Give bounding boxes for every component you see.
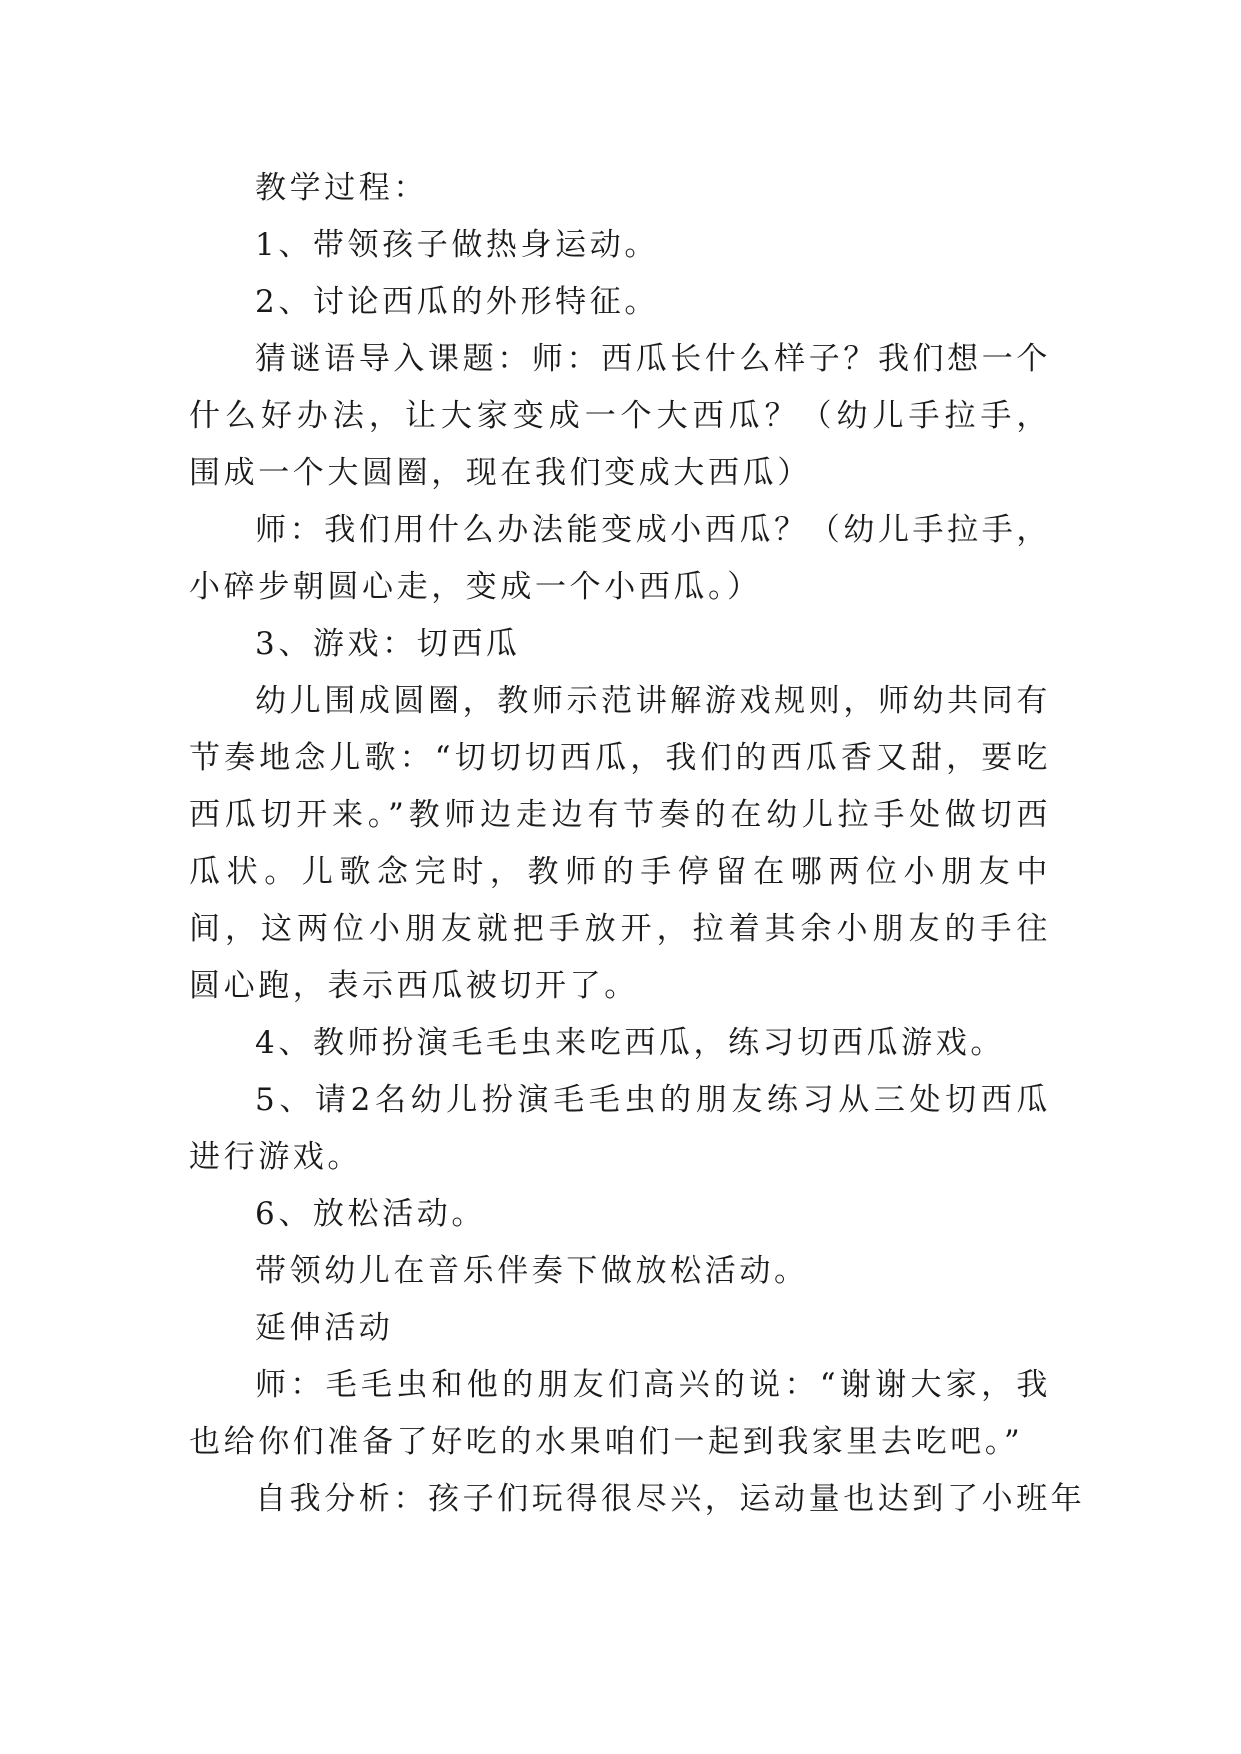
section-heading-teaching-process: 教学过程： <box>255 170 428 206</box>
step-6-paragraph: 6、放松活动。 <box>255 1196 486 1232</box>
self-analysis-paragraph: 自我分析：孩子们玩得很尽兴，运动量也达到了小班年 <box>255 1481 1086 1517</box>
small-watermelon-paragraph: 师：我们用什么办法能变成小西瓜？（幼儿手拉手，小碎步朝圆心走，变成一个小西瓜。） <box>189 512 1051 605</box>
step-2-paragraph: 2、讨论西瓜的外形特征。 <box>255 284 659 320</box>
step-5-paragraph: 5、请2名幼儿扮演毛毛虫的朋友练习从三处切西瓜进行游戏。 <box>189 1082 1051 1175</box>
relax-activity-paragraph: 带领幼儿在音乐伴奏下做放松活动。 <box>255 1253 809 1289</box>
step-1-paragraph: 1、带领孩子做热身运动。 <box>255 227 659 263</box>
extension-heading: 延伸活动 <box>255 1310 394 1346</box>
step-3-paragraph: 3、游戏：切西瓜 <box>255 626 521 662</box>
riddle-intro-paragraph: 猜谜语导入课题：师：西瓜长什么样子？我们想一个什么好办法，让大家变成一个大西瓜？（幼儿手拉手，围成一个大圆圈，现在我们变成大西瓜） <box>189 341 1051 491</box>
document-page <box>189 160 1086 1528</box>
game-rules-paragraph: 幼儿围成圆圈，教师示范讲解游戏规则，师幼共同有节奏地念儿歌：“切切切西瓜，我们的西瓜香又甜，要吃西瓜切开来。”教师边走边有节奏的在幼儿拉手处做切西瓜状。儿歌念完时，教师的手停留在哪两位小朋友中间，这两位小朋友就把手放开，拉着其余小朋友的手往圆心跑，表示西瓜被切开了。 <box>189 683 1051 1004</box>
extension-paragraph: 师：毛毛虫和他的朋友们高兴的说：“谢谢大家，我也给你们准备了好吃的水果咱们一起到我家里去吃吧。” <box>189 1367 1051 1460</box>
step-4-paragraph: 4、教师扮演毛毛虫来吃西瓜，练习切西瓜游戏。 <box>255 1025 1005 1061</box>
